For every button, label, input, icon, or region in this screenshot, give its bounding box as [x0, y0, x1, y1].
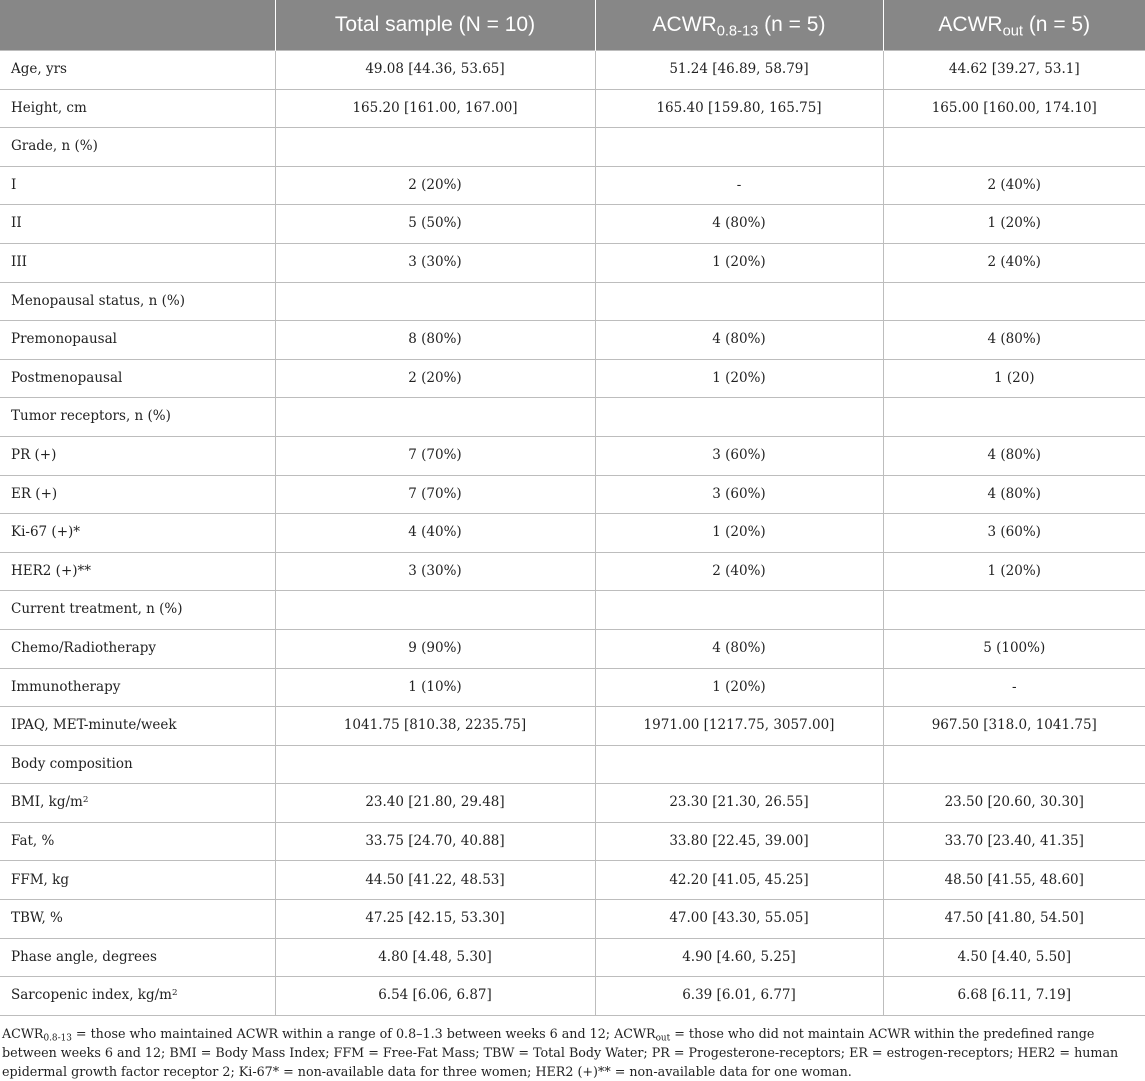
- row-label: I: [0, 166, 275, 205]
- acwr-out-cell: -: [883, 668, 1145, 707]
- total-sample-cell: 47.25 [42.15, 53.30]: [275, 900, 595, 939]
- acwr-out-cell: 1 (20%): [883, 205, 1145, 244]
- acwr-range-cell: 23.30 [21.30, 26.55]: [595, 784, 883, 823]
- row-label: Fat, %: [0, 822, 275, 861]
- row-label: FFM, kg: [0, 861, 275, 900]
- table-row: [0, 822, 1145, 861]
- total-sample-cell: 1 (10%): [275, 668, 595, 707]
- total-sample-cell: 6.54 [6.06, 6.87]: [275, 977, 595, 1016]
- total-sample-cell: [275, 128, 595, 167]
- row-label: Phase angle, degrees: [0, 938, 275, 977]
- acwr-out-cell: 44.62 [39.27, 53.1]: [883, 51, 1145, 90]
- row-label: HER2 (+)**: [0, 552, 275, 591]
- acwr-out-cell: 1 (20%): [883, 552, 1145, 591]
- row-label: Chemo/Radiotherapy: [0, 629, 275, 668]
- total-sample-cell: 9 (90%): [275, 629, 595, 668]
- total-sample-cell: [275, 745, 595, 784]
- acwr-range-cell: 1 (20%): [595, 514, 883, 553]
- acwr-range-cell: 1971.00 [1217.75, 3057.00]: [595, 707, 883, 746]
- table-row: [0, 784, 1145, 823]
- acwr-out-cell: 4 (80%): [883, 436, 1145, 475]
- acwr-range-cell: [595, 282, 883, 321]
- acwr-out-cell: 3 (60%): [883, 514, 1145, 553]
- total-sample-cell: 3 (30%): [275, 552, 595, 591]
- row-label: BMI, $kg/m^2$: [0, 784, 275, 823]
- acwr-range-cell: 3 (60%): [595, 436, 883, 475]
- total-sample-cell: [275, 591, 595, 630]
- total-sample-cell: [275, 282, 595, 321]
- table-row: [0, 861, 1145, 900]
- acwr-range-cell: 42.20 [41.05, 45.25]: [595, 861, 883, 900]
- acwr-out-cell: 4.50 [4.40, 5.50]: [883, 938, 1145, 977]
- acwr-out-cell: 967.50 [318.0, 1041.75]: [883, 707, 1145, 746]
- table-row: [0, 552, 1145, 591]
- table-row: [0, 89, 1145, 128]
- total-sample-cell: 49.08 [44.36, 53.65]: [275, 51, 595, 90]
- table-row: [0, 745, 1145, 784]
- table-row: [0, 51, 1145, 90]
- row-label: Ki-67 (+)*: [0, 514, 275, 553]
- acwr-out-cell: 1 (20): [883, 359, 1145, 398]
- total-sample-cell: 8 (80%): [275, 321, 595, 360]
- header-acwr-out: $ACWR_{out}$ (n = 5): [883, 0, 1145, 51]
- total-sample-cell: 165.20 [161.00, 167.00]: [275, 89, 595, 128]
- acwr-out-cell: [883, 398, 1145, 437]
- table-row: [0, 591, 1145, 630]
- acwr-range-cell: 47.00 [43.30, 55.05]: [595, 900, 883, 939]
- row-label: III: [0, 243, 275, 282]
- acwr-out-cell: 48.50 [41.55, 48.60]: [883, 861, 1145, 900]
- table-row: [0, 128, 1145, 167]
- table-row: [0, 282, 1145, 321]
- acwr-out-cell: 2 (40%): [883, 166, 1145, 205]
- total-sample-cell: 1041.75 [810.38, 2235.75]: [275, 707, 595, 746]
- table-body: [0, 51, 1145, 1016]
- acwr-range-cell: 3 (60%): [595, 475, 883, 514]
- acwr-out-cell: 23.50 [20.60, 30.30]: [883, 784, 1145, 823]
- acwr-out-cell: 5 (100%): [883, 629, 1145, 668]
- table-row: [0, 475, 1145, 514]
- acwr-out-cell: [883, 128, 1145, 167]
- acwr-range-cell: 1 (20%): [595, 359, 883, 398]
- row-label: ER (+): [0, 475, 275, 514]
- acwr-out-cell: 4 (80%): [883, 321, 1145, 360]
- table-row: [0, 398, 1145, 437]
- acwr-out-cell: 4 (80%): [883, 475, 1145, 514]
- row-label: II: [0, 205, 275, 244]
- row-label: IPAQ, MET-minute/week: [0, 707, 275, 746]
- table-row: [0, 436, 1145, 475]
- acwr-out-cell: [883, 591, 1145, 630]
- total-sample-cell: 7 (70%): [275, 475, 595, 514]
- table-row: [0, 166, 1145, 205]
- table-row: [0, 629, 1145, 668]
- table-row: [0, 977, 1145, 1016]
- acwr-range-cell: 4 (80%): [595, 205, 883, 244]
- header-acwr-range: $ACWR_{0.8-13}$ (n = 5): [595, 0, 883, 51]
- total-sample-cell: 7 (70%): [275, 436, 595, 475]
- row-label: Age, yrs: [0, 51, 275, 90]
- table-row: [0, 514, 1145, 553]
- acwr-out-cell: [883, 745, 1145, 784]
- table-row: [0, 205, 1145, 244]
- acwr-out-cell: 33.70 [23.40, 41.35]: [883, 822, 1145, 861]
- table-row: [0, 707, 1145, 746]
- table-row: [0, 900, 1145, 939]
- total-sample-cell: 3 (30%): [275, 243, 595, 282]
- acwr-out-cell: [883, 282, 1145, 321]
- table-header: [0, 0, 1145, 51]
- acwr-range-cell: [595, 745, 883, 784]
- acwr-range-cell: [595, 591, 883, 630]
- header-label-column: [0, 0, 275, 51]
- total-sample-cell: [275, 398, 595, 437]
- total-sample-cell: 33.75 [24.70, 40.88]: [275, 822, 595, 861]
- acwr-range-cell: 2 (40%): [595, 552, 883, 591]
- total-sample-cell: 4.80 [4.48, 5.30]: [275, 938, 595, 977]
- acwr-range-cell: 4 (80%): [595, 321, 883, 360]
- row-label: Sarcopenic index, $kg/m^2$: [0, 977, 275, 1016]
- row-label: Menopausal status, n (%): [0, 282, 275, 321]
- table-row: [0, 938, 1145, 977]
- acwr-range-cell: 1 (20%): [595, 668, 883, 707]
- table-row: [0, 243, 1145, 282]
- row-label: TBW, %: [0, 900, 275, 939]
- row-label: Current treatment, n (%): [0, 591, 275, 630]
- row-label: PR (+): [0, 436, 275, 475]
- row-label: Grade, n (%): [0, 128, 275, 167]
- total-sample-cell: 23.40 [21.80, 29.48]: [275, 784, 595, 823]
- acwr-range-cell: 1 (20%): [595, 243, 883, 282]
- acwr-out-cell: 165.00 [160.00, 174.10]: [883, 89, 1145, 128]
- acwr-range-cell: 4.90 [4.60, 5.25]: [595, 938, 883, 977]
- acwr-range-cell: 165.40 [159.80, 165.75]: [595, 89, 883, 128]
- table-footnote: $ACWR_{0.8-13}$ = those who maintained ACWR within a range of 0.8–1.3 between weeks 6 and 12; $ACWR_{out}$ = those who did not maintain ACWR within the predefined range between weeks 6 and 12; BMI = Body Mass Index; FFM = Free-Fat Mass; TBW = Total Body Water; PR = Progesterone-receptors; ER = estrogen-receptors; HER2 = human epidermal growth factor receptor 2; Ki-67* = non-available data for three women; HER2 (+)** = non-available data for one woman.: [2, 1025, 1119, 1079]
- acwr-range-cell: 33.80 [22.45, 39.00]: [595, 822, 883, 861]
- row-label: Body composition: [0, 745, 275, 784]
- row-label: Height, cm: [0, 89, 275, 128]
- acwr-range-cell: -: [595, 166, 883, 205]
- total-sample-cell: 44.50 [41.22, 48.53]: [275, 861, 595, 900]
- row-label: Premonopausal: [0, 321, 275, 360]
- acwr-range-cell: [595, 128, 883, 167]
- header-total-sample: Total sample (N = 10): [275, 0, 595, 51]
- acwr-out-cell: 6.68 [6.11, 7.19]: [883, 977, 1145, 1016]
- row-label: Postmenopausal: [0, 359, 275, 398]
- table-row: [0, 321, 1145, 360]
- header-row: [0, 0, 1145, 51]
- total-sample-cell: 2 (20%): [275, 166, 595, 205]
- total-sample-cell: 4 (40%): [275, 514, 595, 553]
- table-row: [0, 668, 1145, 707]
- acwr-out-cell: 47.50 [41.80, 54.50]: [883, 900, 1145, 939]
- row-label: Immunotherapy: [0, 668, 275, 707]
- total-sample-cell: 2 (20%): [275, 359, 595, 398]
- acwr-out-cell: 2 (40%): [883, 243, 1145, 282]
- acwr-range-cell: 6.39 [6.01, 6.77]: [595, 977, 883, 1016]
- acwr-range-cell: 4 (80%): [595, 629, 883, 668]
- table-row: [0, 359, 1145, 398]
- total-sample-cell: 5 (50%): [275, 205, 595, 244]
- row-label: Tumor receptors, n (%): [0, 398, 275, 437]
- acwr-range-cell: 51.24 [46.89, 58.79]: [595, 51, 883, 90]
- acwr-range-cell: [595, 398, 883, 437]
